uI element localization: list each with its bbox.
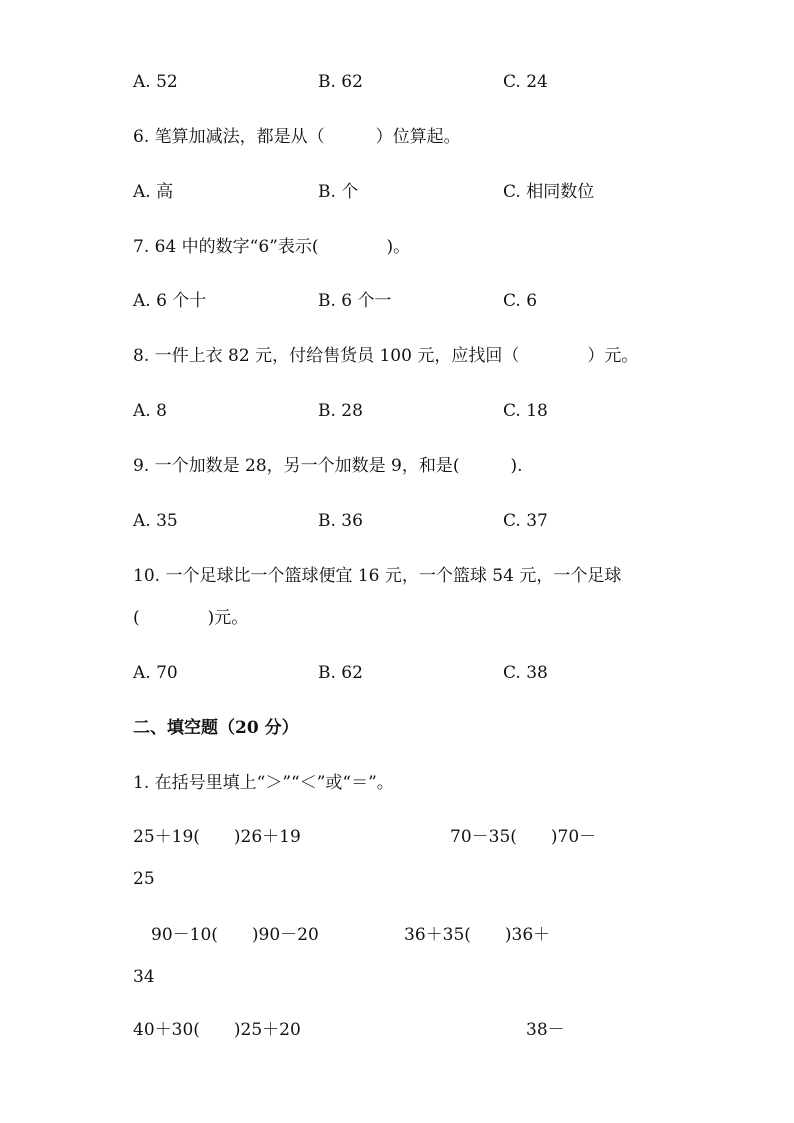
section2-title: 二、填空题（20 分） [133, 718, 299, 738]
compare-row1-wrap: 25 [133, 869, 155, 889]
compare-row2-left: 90－10( )90－20 [151, 925, 319, 945]
q6-option-c: C. 相同数位 [503, 182, 595, 202]
compare-row3-right: 38－ [526, 1020, 565, 1040]
q5-option-b: B. 62 [318, 72, 363, 92]
compare-row3-left: 40＋30( )25＋20 [133, 1020, 301, 1040]
q8-option-c: C. 18 [503, 401, 548, 421]
q8-option-b: B. 28 [318, 401, 363, 421]
compare-row2-right: 36＋35( )36＋ [404, 925, 551, 945]
q10-stem-line1: 10. 一个足球比一个篮球便宜 16 元，一个篮球 54 元，一个足球 [133, 566, 622, 586]
q10-option-a: A. 70 [133, 663, 178, 683]
q7-option-c: C. 6 [503, 291, 538, 311]
q10-option-b: B. 62 [318, 663, 363, 683]
q5-option-a: A. 52 [133, 72, 178, 92]
q6-option-a: A. 高 [133, 182, 174, 202]
q9-option-b: B. 36 [318, 511, 363, 531]
compare-row1-left: 25＋19( )26＋19 [133, 827, 301, 847]
q8-stem: 8. 一件上衣 82 元，付给售货员 100 元，应找回（ ）元。 [133, 346, 639, 366]
q8-option-a: A. 8 [133, 401, 167, 421]
q10-option-c: C. 38 [503, 663, 548, 683]
q6-option-b: B. 个 [318, 182, 359, 202]
q10-stem-line2: ( )元。 [133, 608, 249, 628]
q6-stem: 6. 笔算加减法，都是从（ ）位算起。 [133, 127, 461, 147]
compare-row1-right: 70－35( )70－ [450, 827, 597, 847]
compare-row2-wrap: 34 [133, 967, 155, 987]
q7-stem: 7. 64 中的数字“6”表示( )。 [133, 237, 411, 257]
section2-q1-stem: 1. 在括号里填上“＞”“＜”或“＝”。 [133, 773, 394, 793]
q7-option-a: A. 6 个十 [133, 291, 207, 311]
q7-option-b: B. 6 个一 [318, 291, 392, 311]
q5-option-c: C. 24 [503, 72, 548, 92]
q9-option-a: A. 35 [133, 511, 178, 531]
q9-option-c: C. 37 [503, 511, 548, 531]
q9-stem: 9. 一个加数是 28，另一个加数是 9，和是( ). [133, 456, 523, 476]
